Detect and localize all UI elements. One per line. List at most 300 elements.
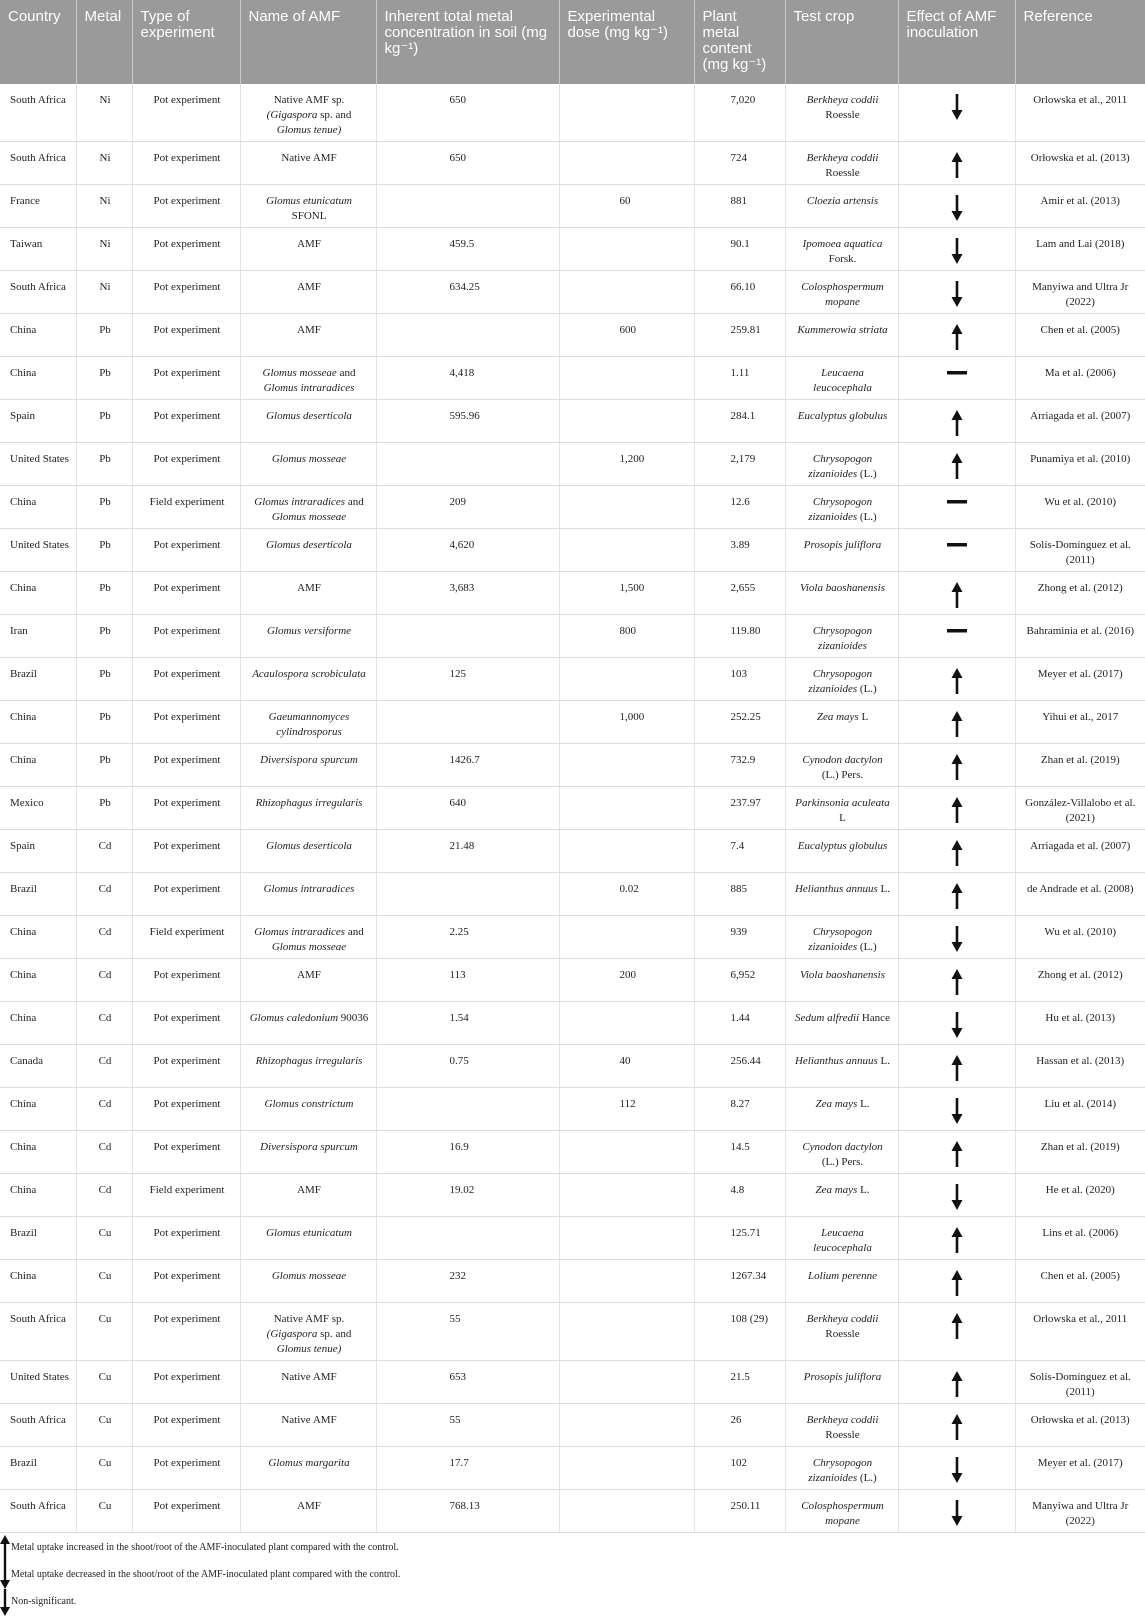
cell-metal: Pb — [76, 744, 132, 787]
cell-inherent: 1.54 — [376, 1002, 559, 1045]
cell-inherent: 55 — [376, 1404, 559, 1447]
cell-effect — [898, 357, 1015, 400]
cell-ref: Orłowska et al. (2013) — [1015, 142, 1145, 185]
cell-plant: 26 — [694, 1404, 785, 1447]
cell-metal: Cu — [76, 1303, 132, 1361]
cell-ref: Amir et al. (2013) — [1015, 185, 1145, 228]
cell-ref: Orlowska et al., 2011 — [1015, 1303, 1145, 1361]
cell-dose — [559, 1002, 694, 1045]
cell-amf: Glomus intraradices — [240, 873, 376, 916]
table-row — [0, 228, 1145, 271]
cell-plant: 90.1 — [694, 228, 785, 271]
cell-inherent: 0.75 — [376, 1045, 559, 1088]
arrow-down-icon — [951, 1457, 963, 1488]
cell-crop: Chrysopogon zizanioides (L.) — [785, 916, 898, 959]
cell-amf: Native AMF — [240, 1361, 376, 1404]
cell-effect — [898, 1045, 1015, 1088]
cell-type: Pot experiment — [132, 1404, 240, 1447]
table-row — [0, 1131, 1145, 1174]
cell-ref: He et al. (2020) — [1015, 1174, 1145, 1217]
cell-inherent: 653 — [376, 1361, 559, 1404]
arrow-down-icon — [951, 926, 963, 957]
cell-inherent — [376, 615, 559, 658]
cell-crop: Sedum alfredii Hance — [785, 1002, 898, 1045]
cell-ref: Zhong et al. (2012) — [1015, 572, 1145, 615]
cell-crop: Helianthus annuus L. — [785, 873, 898, 916]
cell-metal: Ni — [76, 185, 132, 228]
table-row — [0, 357, 1145, 400]
cell-inherent: 1426.7 — [376, 744, 559, 787]
cell-metal: Pb — [76, 400, 132, 443]
cell-inherent: 640 — [376, 787, 559, 830]
arrow-down-icon — [951, 238, 963, 269]
cell-metal: Cd — [76, 873, 132, 916]
footnote-up — [0, 1535, 1145, 1562]
cell-plant: 14.5 — [694, 1131, 785, 1174]
table-row — [0, 787, 1145, 830]
cell-plant: 4.8 — [694, 1174, 785, 1217]
cell-dose — [559, 916, 694, 959]
cell-crop: Prosopis juliflora — [785, 1361, 898, 1404]
cell-metal: Pb — [76, 787, 132, 830]
cell-effect — [898, 1404, 1015, 1447]
cell-crop: Chrysopogon zizanioides (L.) — [785, 658, 898, 701]
cell-country: Iran — [0, 615, 76, 658]
cell-inherent: 17.7 — [376, 1447, 559, 1490]
cell-country: China — [0, 916, 76, 959]
table-row — [0, 486, 1145, 529]
cell-dose — [559, 1174, 694, 1217]
cell-crop: Berkheya coddii Roessle — [785, 1404, 898, 1447]
cell-inherent: 595.96 — [376, 400, 559, 443]
cell-metal: Pb — [76, 615, 132, 658]
cell-crop: Zea mays L. — [785, 1088, 898, 1131]
cell-crop: Cynodon dactylon (L.) Pers. — [785, 1131, 898, 1174]
cell-ref: Hu et al. (2013) — [1015, 1002, 1145, 1045]
cell-amf: Glomus intraradices and Glomus mosseae — [240, 916, 376, 959]
header-crop: Test crop — [785, 0, 898, 84]
cell-inherent: 650 — [376, 142, 559, 185]
cell-type: Pot experiment — [132, 830, 240, 873]
arrow-up-icon — [951, 1227, 963, 1258]
cell-effect — [898, 959, 1015, 1002]
cell-dose — [559, 529, 694, 572]
table-row — [0, 271, 1145, 314]
footnote-ns — [0, 1589, 1145, 1616]
cell-amf: Native AMF sp. (Gigaspora sp. and Glomus tenue) — [240, 1303, 376, 1361]
cell-amf: Acaulospora scrobiculata — [240, 658, 376, 701]
arrow-up-icon — [951, 1270, 963, 1301]
cell-crop: Chrysopogon zizanioides — [785, 615, 898, 658]
arrow-down-icon — [951, 1012, 963, 1043]
arrow-up-icon — [951, 152, 963, 183]
cell-ref: Bahraminia et al. (2016) — [1015, 615, 1145, 658]
table-row — [0, 830, 1145, 873]
cell-effect — [898, 314, 1015, 357]
cell-country: China — [0, 744, 76, 787]
cell-plant: 250.11 — [694, 1490, 785, 1533]
arrow-up-icon — [951, 1313, 963, 1344]
cell-plant: 12.6 — [694, 486, 785, 529]
cell-amf: Rhizophagus irregularis — [240, 787, 376, 830]
cell-metal: Pb — [76, 572, 132, 615]
cell-type: Pot experiment — [132, 1131, 240, 1174]
header-country: Country — [0, 0, 76, 84]
cell-effect — [898, 443, 1015, 486]
header-row — [0, 0, 1145, 84]
table-row — [0, 1404, 1145, 1447]
cell-effect — [898, 228, 1015, 271]
cell-plant: 1267.34 — [694, 1260, 785, 1303]
cell-amf: AMF — [240, 271, 376, 314]
cell-dose — [559, 1404, 694, 1447]
cell-effect — [898, 572, 1015, 615]
cell-type: Pot experiment — [132, 615, 240, 658]
cell-plant: 108 (29) — [694, 1303, 785, 1361]
cell-ref: Wu et al. (2010) — [1015, 486, 1145, 529]
cell-ref: Chen et al. (2005) — [1015, 1260, 1145, 1303]
cell-ref: Zhong et al. (2012) — [1015, 959, 1145, 1002]
cell-crop: Helianthus annuus L. — [785, 1045, 898, 1088]
cell-metal: Cu — [76, 1490, 132, 1533]
cell-plant: 8.27 — [694, 1088, 785, 1131]
cell-type: Pot experiment — [132, 142, 240, 185]
cell-country: China — [0, 1002, 76, 1045]
cell-amf: AMF — [240, 228, 376, 271]
arrow-up-icon — [951, 840, 963, 871]
cell-effect — [898, 701, 1015, 744]
cell-dose — [559, 1447, 694, 1490]
cell-ref: Solís-Domínguez et al. (2011) — [1015, 529, 1145, 572]
cell-type: Pot experiment — [132, 572, 240, 615]
table-row — [0, 1217, 1145, 1260]
cell-inherent: 21.48 — [376, 830, 559, 873]
cell-dose — [559, 1303, 694, 1361]
cell-inherent: 125 — [376, 658, 559, 701]
cell-dose: 1,500 — [559, 572, 694, 615]
cell-ref: Orlowska et al., 2011 — [1015, 84, 1145, 142]
cell-dose — [559, 142, 694, 185]
cell-amf: AMF — [240, 959, 376, 1002]
cell-effect — [898, 787, 1015, 830]
arrow-down-icon — [951, 1500, 963, 1531]
table-row — [0, 658, 1145, 701]
cell-metal: Ni — [76, 142, 132, 185]
cell-plant: 7,020 — [694, 84, 785, 142]
cell-effect — [898, 1174, 1015, 1217]
cell-metal: Cd — [76, 1045, 132, 1088]
dash-icon — [947, 539, 967, 556]
cell-amf: Glomus constrictum — [240, 1088, 376, 1131]
cell-dose: 800 — [559, 615, 694, 658]
cell-type: Pot experiment — [132, 873, 240, 916]
table-row — [0, 1303, 1145, 1361]
cell-crop: Leucaena leucocephala — [785, 1217, 898, 1260]
cell-plant: 6,952 — [694, 959, 785, 1002]
cell-amf: AMF — [240, 314, 376, 357]
cell-metal: Cu — [76, 1447, 132, 1490]
cell-metal: Cu — [76, 1404, 132, 1447]
cell-type: Pot experiment — [132, 1361, 240, 1404]
arrow-up-icon — [951, 711, 963, 742]
cell-inherent — [376, 701, 559, 744]
cell-metal: Pb — [76, 701, 132, 744]
cell-type: Pot experiment — [132, 1303, 240, 1361]
cell-ref: Orłowska et al. (2013) — [1015, 1404, 1145, 1447]
footnote-down-text: Metal uptake decreased in the shoot/root of the AMF-inoculated plant compared with the control. — [11, 1569, 401, 1580]
cell-plant: 119.80 — [694, 615, 785, 658]
table-row — [0, 701, 1145, 744]
cell-crop: Berkheya coddii Roessle — [785, 84, 898, 142]
cell-crop: Prosopis juliflora — [785, 529, 898, 572]
cell-type: Pot experiment — [132, 1088, 240, 1131]
cell-type: Pot experiment — [132, 1045, 240, 1088]
cell-dose — [559, 658, 694, 701]
table-header — [0, 0, 1145, 84]
cell-crop: Berkheya coddii Roessle — [785, 1303, 898, 1361]
cell-amf: Gaeumannomyces cylindrosporus — [240, 701, 376, 744]
cell-plant: 3.89 — [694, 529, 785, 572]
cell-dose — [559, 271, 694, 314]
cell-metal: Pb — [76, 314, 132, 357]
cell-metal: Cu — [76, 1260, 132, 1303]
cell-crop: Colosphospermum mopane — [785, 271, 898, 314]
cell-crop: Eucalyptus globulus — [785, 400, 898, 443]
cell-ref: Yihui et al., 2017 — [1015, 701, 1145, 744]
cell-crop: Leucaena leucocephala — [785, 357, 898, 400]
cell-dose — [559, 1131, 694, 1174]
cell-inherent: 4,418 — [376, 357, 559, 400]
cell-country: China — [0, 959, 76, 1002]
cell-dose — [559, 357, 694, 400]
cell-ref: de Andrade et al. (2008) — [1015, 873, 1145, 916]
cell-plant: 881 — [694, 185, 785, 228]
cell-dose: 0.02 — [559, 873, 694, 916]
dash-icon — [947, 367, 967, 384]
arrow-up-icon — [951, 410, 963, 441]
table-row — [0, 185, 1145, 228]
cell-country: China — [0, 701, 76, 744]
header-type: Type of experiment — [132, 0, 240, 84]
cell-metal: Cd — [76, 1002, 132, 1045]
cell-inherent: 634.25 — [376, 271, 559, 314]
cell-crop: Eucalyptus globulus — [785, 830, 898, 873]
cell-crop: Kummerowia striata — [785, 314, 898, 357]
cell-crop: Berkheya coddii Roessle — [785, 142, 898, 185]
cell-amf: Glomus intraradices and Glomus mosseae — [240, 486, 376, 529]
cell-type: Pot experiment — [132, 443, 240, 486]
cell-type: Pot experiment — [132, 701, 240, 744]
cell-effect — [898, 529, 1015, 572]
cell-amf: Glomus deserticola — [240, 529, 376, 572]
cell-effect — [898, 1088, 1015, 1131]
cell-dose — [559, 744, 694, 787]
cell-country: China — [0, 1260, 76, 1303]
cell-effect — [898, 1490, 1015, 1533]
footnotes — [0, 1535, 1145, 1616]
cell-plant: 237.97 — [694, 787, 785, 830]
cell-country: United States — [0, 1361, 76, 1404]
cell-amf: Glomus caledonium 90036 — [240, 1002, 376, 1045]
cell-dose — [559, 486, 694, 529]
cell-effect — [898, 1447, 1015, 1490]
arrow-up-icon — [951, 797, 963, 828]
cell-ref: Punamiya et al. (2010) — [1015, 443, 1145, 486]
table-row — [0, 959, 1145, 1002]
cell-type: Pot experiment — [132, 185, 240, 228]
table-body — [0, 84, 1145, 1533]
cell-metal: Pb — [76, 529, 132, 572]
cell-effect — [898, 830, 1015, 873]
cell-dose — [559, 1490, 694, 1533]
cell-crop: Cynodon dactylon (L.) Pers. — [785, 744, 898, 787]
dash-icon — [947, 625, 967, 642]
arrow-up-icon — [951, 969, 963, 1000]
arrow-up-icon — [951, 668, 963, 699]
cell-effect — [898, 1002, 1015, 1045]
cell-inherent: 3,683 — [376, 572, 559, 615]
cell-effect — [898, 873, 1015, 916]
cell-effect — [898, 142, 1015, 185]
cell-amf: Glomus etunicatum — [240, 1217, 376, 1260]
cell-effect — [898, 1131, 1015, 1174]
cell-crop: Viola baoshanensis — [785, 959, 898, 1002]
cell-inherent — [376, 443, 559, 486]
table-row — [0, 615, 1145, 658]
cell-dose: 112 — [559, 1088, 694, 1131]
cell-country: China — [0, 1174, 76, 1217]
cell-type: Pot experiment — [132, 1217, 240, 1260]
cell-amf: Glomus deserticola — [240, 830, 376, 873]
cell-type: Field experiment — [132, 486, 240, 529]
cell-inherent: 113 — [376, 959, 559, 1002]
cell-plant: 2,655 — [694, 572, 785, 615]
arrow-down-icon — [951, 1184, 963, 1215]
cell-type: Pot experiment — [132, 84, 240, 142]
cell-inherent: 650 — [376, 84, 559, 142]
cell-metal: Pb — [76, 357, 132, 400]
cell-dose: 1,000 — [559, 701, 694, 744]
cell-ref: Lins et al. (2006) — [1015, 1217, 1145, 1260]
cell-metal: Cd — [76, 916, 132, 959]
cell-plant: 7.4 — [694, 830, 785, 873]
cell-effect — [898, 185, 1015, 228]
header-metal: Metal — [76, 0, 132, 84]
cell-country: United States — [0, 443, 76, 486]
cell-amf: Diversispora spurcum — [240, 1131, 376, 1174]
cell-type: Pot experiment — [132, 1447, 240, 1490]
header-dose: Experimental dose (mg kg⁻¹) — [559, 0, 694, 84]
cell-type: Pot experiment — [132, 228, 240, 271]
footnote-ns-text: Non-significant. — [11, 1596, 77, 1607]
cell-country: United States — [0, 529, 76, 572]
cell-ref: Meyer et al. (2017) — [1015, 658, 1145, 701]
cell-ref: Manyiwa and Ultra Jr (2022) — [1015, 1490, 1145, 1533]
cell-ref: Solís-Domínguez et al. (2011) — [1015, 1361, 1145, 1404]
cell-type: Pot experiment — [132, 1490, 240, 1533]
cell-type: Field experiment — [132, 1174, 240, 1217]
arrow-up-icon — [951, 1414, 963, 1445]
cell-plant: 256.44 — [694, 1045, 785, 1088]
table-row — [0, 1045, 1145, 1088]
arrow-down-icon — [951, 1098, 963, 1129]
header-plant: Plant metal content (mg kg⁻¹) — [694, 0, 785, 84]
cell-crop: Cloezia artensis — [785, 185, 898, 228]
cell-country: Spain — [0, 400, 76, 443]
cell-amf: Glomus mosseae and Glomus intraradices — [240, 357, 376, 400]
cell-country: Spain — [0, 830, 76, 873]
arrow-up-icon — [951, 754, 963, 785]
arrow-down-icon — [951, 195, 963, 226]
cell-ref: Manyiwa and Ultra Jr (2022) — [1015, 271, 1145, 314]
cell-inherent: 55 — [376, 1303, 559, 1361]
cell-metal: Pb — [76, 443, 132, 486]
cell-effect — [898, 486, 1015, 529]
cell-type: Pot experiment — [132, 658, 240, 701]
cell-country: South Africa — [0, 1303, 76, 1361]
cell-ref: Arriagada et al. (2007) — [1015, 400, 1145, 443]
cell-crop: Lolium perenne — [785, 1260, 898, 1303]
cell-country: Brazil — [0, 658, 76, 701]
table-row — [0, 572, 1145, 615]
cell-dose: 200 — [559, 959, 694, 1002]
cell-plant: 103 — [694, 658, 785, 701]
cell-amf: AMF — [240, 572, 376, 615]
cell-dose — [559, 787, 694, 830]
cell-plant: 2,179 — [694, 443, 785, 486]
cell-ref: Wu et al. (2010) — [1015, 916, 1145, 959]
arrow-down-icon — [951, 281, 963, 312]
cell-type: Pot experiment — [132, 529, 240, 572]
cell-country: Brazil — [0, 873, 76, 916]
table-row — [0, 84, 1145, 142]
table-row — [0, 314, 1145, 357]
cell-crop: Chrysopogon zizanioides (L.) — [785, 443, 898, 486]
cell-plant: 102 — [694, 1447, 785, 1490]
table-row — [0, 400, 1145, 443]
cell-inherent — [376, 1088, 559, 1131]
cell-ref: González-Villalobo et al. (2021) — [1015, 787, 1145, 830]
footnote-down — [0, 1562, 1145, 1589]
cell-ref: Arriagada et al. (2007) — [1015, 830, 1145, 873]
cell-dose — [559, 1361, 694, 1404]
arrow-up-icon — [951, 582, 963, 613]
cell-crop: Viola baoshanensis — [785, 572, 898, 615]
cell-metal: Cd — [76, 959, 132, 1002]
cell-metal: Cd — [76, 1088, 132, 1131]
cell-plant: 284.1 — [694, 400, 785, 443]
cell-metal: Pb — [76, 658, 132, 701]
cell-inherent — [376, 314, 559, 357]
table-row — [0, 1174, 1145, 1217]
cell-effect — [898, 658, 1015, 701]
cell-amf: Glomus mosseae — [240, 443, 376, 486]
cell-country: South Africa — [0, 1404, 76, 1447]
cell-metal: Ni — [76, 228, 132, 271]
arrow-down-icon — [951, 94, 963, 125]
table-row — [0, 1361, 1145, 1404]
cell-metal: Cd — [76, 1174, 132, 1217]
table-row — [0, 1088, 1145, 1131]
header-inherent: Inherent total metal concentration in soil (mg kg⁻¹) — [376, 0, 559, 84]
cell-amf: Glomus etunicatum SFONL — [240, 185, 376, 228]
cell-ref: Chen et al. (2005) — [1015, 314, 1145, 357]
cell-metal: Cu — [76, 1217, 132, 1260]
cell-dose — [559, 228, 694, 271]
cell-country: China — [0, 572, 76, 615]
cell-type: Pot experiment — [132, 400, 240, 443]
table-row — [0, 744, 1145, 787]
